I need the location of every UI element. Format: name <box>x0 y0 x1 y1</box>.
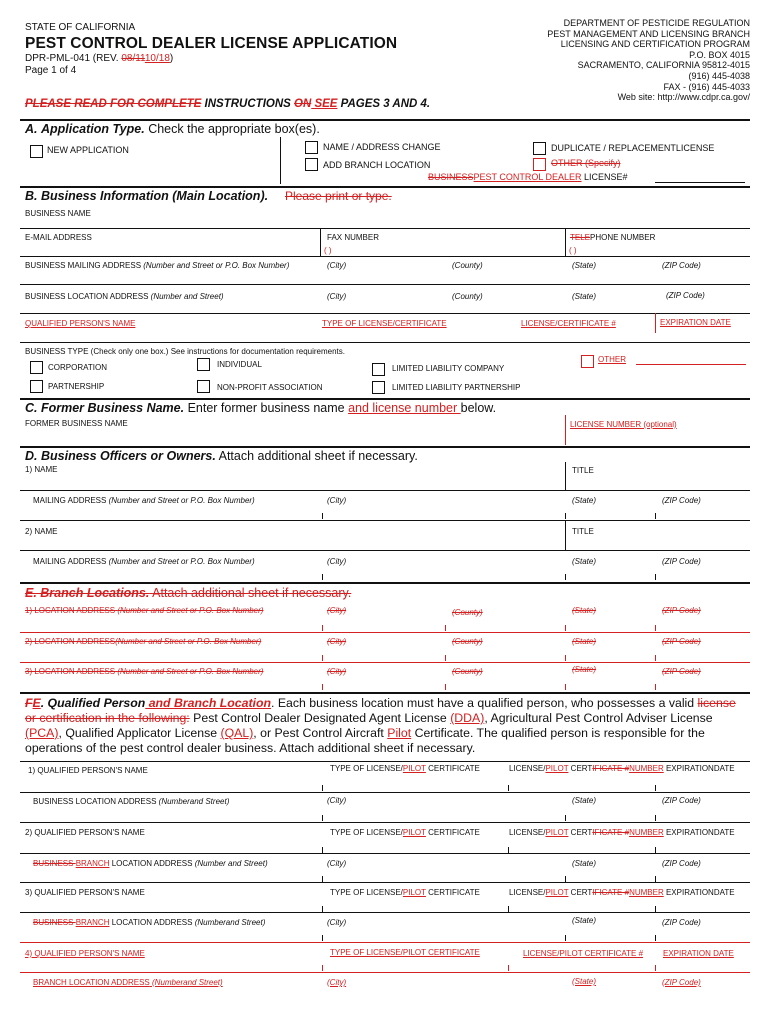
qp4-location-label: BRANCH LOCATION ADDRESS (Numberand Street) <box>33 978 223 987</box>
qp4-name-label: 4) QUALIFIED PERSON'S NAME <box>25 949 145 958</box>
individual-label: INDIVIDUAL <box>217 360 262 369</box>
form-number: DPR-PML-041 (REV. 08/1110/18) <box>25 53 174 64</box>
section-e-heading: E. Branch Locations. Attach additional sheet if necessary. <box>25 586 352 600</box>
qualified-person-label: QUALIFIED PERSON'S NAME <box>25 319 136 328</box>
llp-checkbox[interactable] <box>372 381 385 394</box>
section-d-heading: D. Business Officers or Owners. Attach additional sheet if necessary. <box>25 449 418 463</box>
page-title: PEST CONTROL DEALER LICENSE APPLICATION <box>25 35 398 52</box>
qp2-type-label: TYPE OF LICENSE/PILOT CERTIFICATE <box>330 828 480 837</box>
qp2-location-label: BUSINESS BRANCH LOCATION ADDRESS (Number and Street) <box>33 859 268 868</box>
add-branch-checkbox[interactable] <box>305 158 318 171</box>
qp1-type-label: TYPE OF LICENSE/PILOT CERTIFICATE <box>330 764 480 773</box>
section-f-paragraph: FE. Qualified Person and Branch Location. Each business location must have a qualified person, who possesses a valid license or certification in the following: Pest Control Dealer Designated Agent License (DDA), Agricultural Pest Control Adviser License (PCA), Qualified Applicator License (QAL), or Pest Control Aircraft Pilot Certificate. The qualified person is responsible for the operations of the pest control dealer business. Attach additional sheet if necessary. <box>25 696 736 755</box>
add-branch-label: ADD BRANCH LOCATION <box>323 160 431 170</box>
other-specify-label: OTHER (Specify) <box>551 158 621 168</box>
location-state-label: (State) <box>572 292 597 301</box>
location-zip-label: (ZIP Code) <box>666 291 705 300</box>
qp4-zip-label: (ZIP Code) <box>662 978 701 987</box>
nonprofit-checkbox[interactable] <box>197 380 210 393</box>
llc-checkbox[interactable] <box>372 363 385 376</box>
llc-label: LIMITED LIABILITY COMPANY <box>392 364 505 373</box>
mailing-address-label: BUSINESS MAILING ADDRESS (Number and Street or P.O. Box Number) <box>25 261 290 270</box>
print-note: Please print or type. <box>285 189 392 203</box>
officer2-zip-label: (ZIP Code) <box>662 557 701 566</box>
qp4-license-label: LICENSE/PILOT CERTIFICATE # <box>523 949 644 958</box>
duplicate-label: DUPLICATE / REPLACEMENTLICENSE <box>551 143 715 153</box>
officer2-name-label: 2) NAME <box>25 527 58 536</box>
qp1-zip-label: (ZIP Code) <box>662 796 701 805</box>
mailing-city-label: (City) <box>327 261 347 270</box>
branch3-city-label: (City) <box>327 667 347 676</box>
nonprofit-label: NON-PROFIT ASSOCIATION <box>217 383 323 392</box>
instructions-note: PLEASE READ FOR COMPLETE INSTRUCTIONS ON SEE PAGES 3 AND 4. <box>25 98 431 110</box>
name-change-checkbox[interactable] <box>305 141 318 154</box>
branch1-address-label: 1) LOCATION ADDRESS (Number and Street or P.O. Box Number) <box>25 606 264 615</box>
section-a-heading: A. Application Type. Check the appropriate box(es). <box>25 122 320 136</box>
qp4-state-label: (State) <box>572 977 597 986</box>
former-license-label: LICENSE NUMBER (optional) <box>570 420 677 429</box>
business-name-label: BUSINESS NAME <box>25 209 91 218</box>
telephone-paren: ( ) <box>569 246 577 255</box>
mailing-zip-label: (ZIP Code) <box>662 261 701 270</box>
other-type-checkbox[interactable] <box>581 355 594 368</box>
branch3-address-label: 3) LOCATION ADDRESS (Number and Street or P.O. Box Number) <box>25 667 264 676</box>
branch1-state-label: (State) <box>572 606 597 615</box>
fax-paren: ( ) <box>324 246 332 255</box>
branch2-city-label: (City) <box>327 637 347 646</box>
corporation-label: CORPORATION <box>48 363 107 372</box>
individual-checkbox[interactable] <box>197 358 210 371</box>
branch2-address-label: 2) LOCATION ADDRESS(Number and Street or P.O. Box Number) <box>25 637 262 646</box>
qp3-state-label: (State) <box>572 916 597 925</box>
expiration-date-label: EXPIRATION DATE <box>660 318 731 327</box>
location-address-label: BUSINESS LOCATION ADDRESS (Number and Street) <box>25 292 224 301</box>
qp3-license-label: LICENSE/PILOT CERTIFICATE #NUMBER EXPIRATIONDATE <box>509 888 735 897</box>
branch2-county-label: (County) <box>452 637 483 646</box>
qp4-city-label: (City) <box>327 978 347 987</box>
type-license-label: TYPE OF LICENSE/CERTIFICATE <box>322 319 447 328</box>
qp3-name-label: 3) QUALIFIED PERSON'S NAME <box>25 888 145 897</box>
other-checkbox[interactable] <box>533 158 546 171</box>
officer1-city-label: (City) <box>327 496 347 505</box>
department-block: DEPARTMENT OF PESTICIDE REGULATION PEST MANAGEMENT AND LICENSING BRANCH LICENSING AND CERTIFICATION PROGRAM P.O. BOX 4015 SACRAMENTO, CALIFORNIA 95812-4015 (916) 445-4038 FAX - (916) 445-4033 Web site: http://www.cdpr.ca.gov/ <box>547 18 750 103</box>
email-label: E-MAIL ADDRESS <box>25 233 92 242</box>
branch3-zip-label: (ZIP Code) <box>662 667 701 676</box>
branch2-zip-label: (ZIP Code) <box>662 637 701 646</box>
qp2-zip-label: (ZIP Code) <box>662 859 701 868</box>
qp3-zip-label: (ZIP Code) <box>662 918 701 927</box>
officer1-name-label: 1) NAME <box>25 465 58 474</box>
license-number-label: LICENSE/CERTIFICATE # <box>521 319 616 328</box>
corporation-checkbox[interactable] <box>30 361 43 374</box>
llp-label: LIMITED LIABILITY PARTNERSHIP <box>392 383 521 392</box>
officer1-state-label: (State) <box>572 496 597 505</box>
officer1-title-label: TITLE <box>572 466 594 475</box>
branch1-zip-label: (ZIP Code) <box>662 606 701 615</box>
qp2-license-label: LICENSE/PILOT CERTIFICATE #NUMBER EXPIRATIONDATE <box>509 828 735 837</box>
state-label: STATE OF CALIFORNIA <box>25 22 136 33</box>
qp4-expiration-label: EXPIRATION DATE <box>663 949 734 958</box>
branch3-state-label: (State) <box>572 665 597 674</box>
qp3-type-label: TYPE OF LICENSE/PILOT CERTIFICATE <box>330 888 480 897</box>
officer2-city-label: (City) <box>327 557 347 566</box>
qp1-name-label: 1) QUALIFIED PERSON'S NAME <box>28 766 148 775</box>
officer2-title-label: TITLE <box>572 527 594 536</box>
new-application-label: NEW APPLICATION <box>47 145 129 155</box>
branch1-city-label: (City) <box>327 606 347 615</box>
new-application-checkbox[interactable] <box>30 145 43 158</box>
qp1-license-label: LICENSE/PILOT CERTIFICATE #NUMBER EXPIRATIONDATE <box>509 764 735 773</box>
qp1-location-label: BUSINESS LOCATION ADDRESS (Numberand Street) <box>33 797 230 806</box>
partnership-checkbox[interactable] <box>30 380 43 393</box>
former-name-label: FORMER BUSINESS NAME <box>25 419 128 428</box>
officer1-zip-label: (ZIP Code) <box>662 496 701 505</box>
branch2-state-label: (State) <box>572 637 597 646</box>
location-city-label: (City) <box>327 292 347 301</box>
fax-label: FAX NUMBER <box>327 233 380 242</box>
officer1-mailing-label: MAILING ADDRESS (Number and Street or P.O. Box Number) <box>33 496 255 505</box>
location-county-label: (County) <box>452 292 483 301</box>
name-change-label: NAME / ADDRESS CHANGE <box>323 142 441 152</box>
mailing-county-label: (County) <box>452 261 483 270</box>
telephone-label: TELEPHONE NUMBER <box>570 233 656 242</box>
duplicate-checkbox[interactable] <box>533 142 546 155</box>
qp2-name-label: 2) QUALIFIED PERSON'S NAME <box>25 828 145 837</box>
branch3-county-label: (County) <box>452 667 483 676</box>
section-b-heading: B. Business Information (Main Location). <box>25 189 269 203</box>
other-type-label: OTHER <box>598 355 626 364</box>
branch1-county-label: (County) <box>452 608 483 617</box>
qp3-location-label: BUSINESS BRANCH LOCATION ADDRESS (Numberand Street) <box>33 918 266 927</box>
qp2-state-label: (State) <box>572 859 597 868</box>
officer2-state-label: (State) <box>572 557 597 566</box>
mailing-state-label: (State) <box>572 261 597 270</box>
partnership-label: PARTNERSHIP <box>48 382 105 391</box>
qp2-city-label: (City) <box>327 859 347 868</box>
qp1-city-label: (City) <box>327 796 347 805</box>
business-type-label: BUSINESS TYPE (Check only one box.) See instructions for documentation requirements. <box>25 347 346 356</box>
qp4-type-label: TYPE OF LICENSE/PILOT CERTIFICATE <box>330 948 480 957</box>
page-number: Page 1 of 4 <box>25 65 77 76</box>
section-c-heading: C. Former Business Name. Enter former business name and license number below. <box>25 401 497 415</box>
business-license-label: BUSINESSPEST CONTROL DEALER LICENSE# <box>428 172 628 182</box>
qp1-state-label: (State) <box>572 796 597 805</box>
officer2-mailing-label: MAILING ADDRESS (Number and Street or P.O. Box Number) <box>33 557 255 566</box>
qp3-city-label: (City) <box>327 918 347 927</box>
